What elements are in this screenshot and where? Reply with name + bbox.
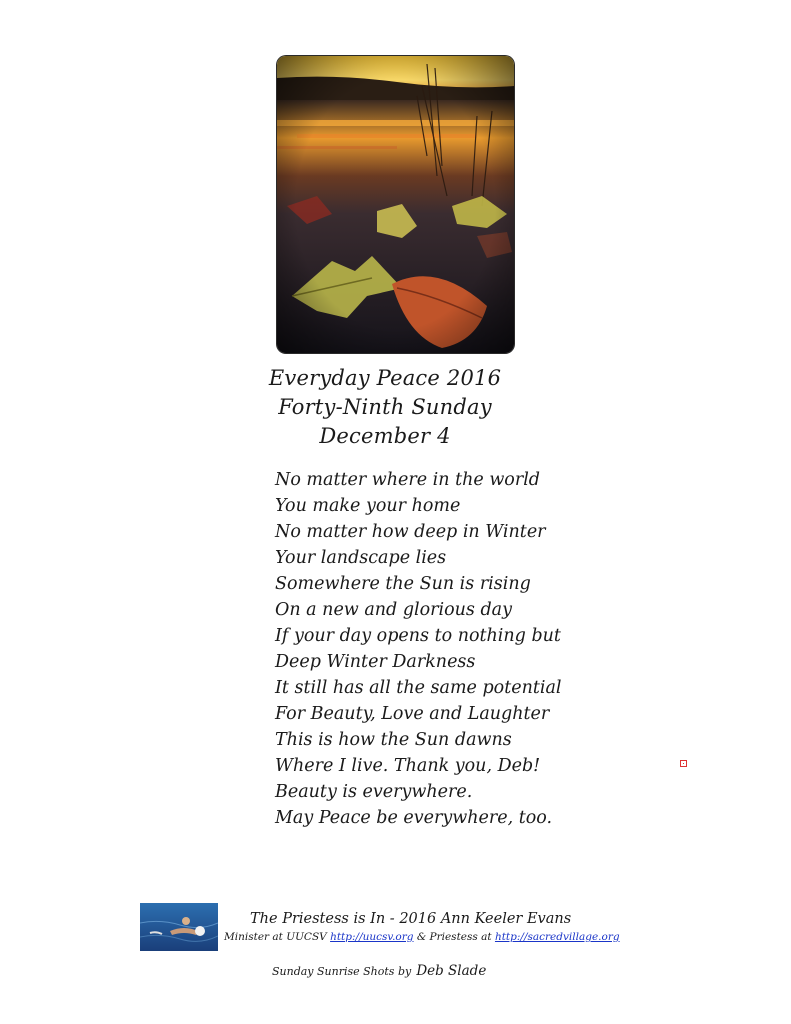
sacredvillage-link[interactable]: http://sacredvillage.org: [494, 931, 620, 943]
poem: [275, 467, 595, 831]
poem-line: Beauty is everywhere.: [275, 782, 473, 802]
embedded-object-marker-icon[interactable]: [680, 760, 687, 767]
uucsv-link[interactable]: http://uucsv.org: [330, 931, 414, 943]
poem-line: Where I live. Thank you, Deb!: [275, 756, 541, 776]
footer-affiliations: [224, 931, 620, 943]
priestess-label: & Priestess at: [416, 931, 492, 943]
poem-line: May Peace be everywhere, too.: [275, 808, 553, 828]
poem-line: No matter where in the world: [275, 470, 541, 490]
post-heading: [240, 364, 530, 451]
post-date: December 4: [319, 424, 451, 448]
poem-line: Somewhere the Sun is rising: [275, 574, 531, 594]
photo-credit: [272, 960, 486, 979]
poem-line: For Beauty, Love and Laughter: [275, 704, 550, 724]
poem-line: No matter how deep in Winter: [275, 522, 546, 542]
poem-line: Your landscape lies: [275, 548, 447, 568]
sunrise-leaves-photo: [277, 56, 514, 353]
minister-label: Minister at UUCSV: [224, 931, 327, 943]
credit-label: Sunday Sunrise Shots by: [272, 965, 412, 978]
poem-line: You make your home: [275, 496, 461, 516]
poem-line: On a new and glorious day: [275, 600, 512, 620]
credit-name: Deb Slade: [416, 963, 487, 979]
poem-line: Deep Winter Darkness: [275, 652, 476, 672]
poem-line: If your day opens to nothing but: [275, 626, 561, 646]
poem-line: This is how the Sun dawns: [275, 730, 512, 750]
poem-line: It still has all the same potential: [275, 678, 562, 698]
footer-title: The Priestess is In - 2016 Ann Keeler Evans: [250, 911, 572, 927]
swimmer-thumbnail: [140, 903, 218, 951]
post-subtitle: Forty-Ninth Sunday: [278, 395, 492, 419]
post-title: Everyday Peace 2016: [268, 366, 502, 390]
